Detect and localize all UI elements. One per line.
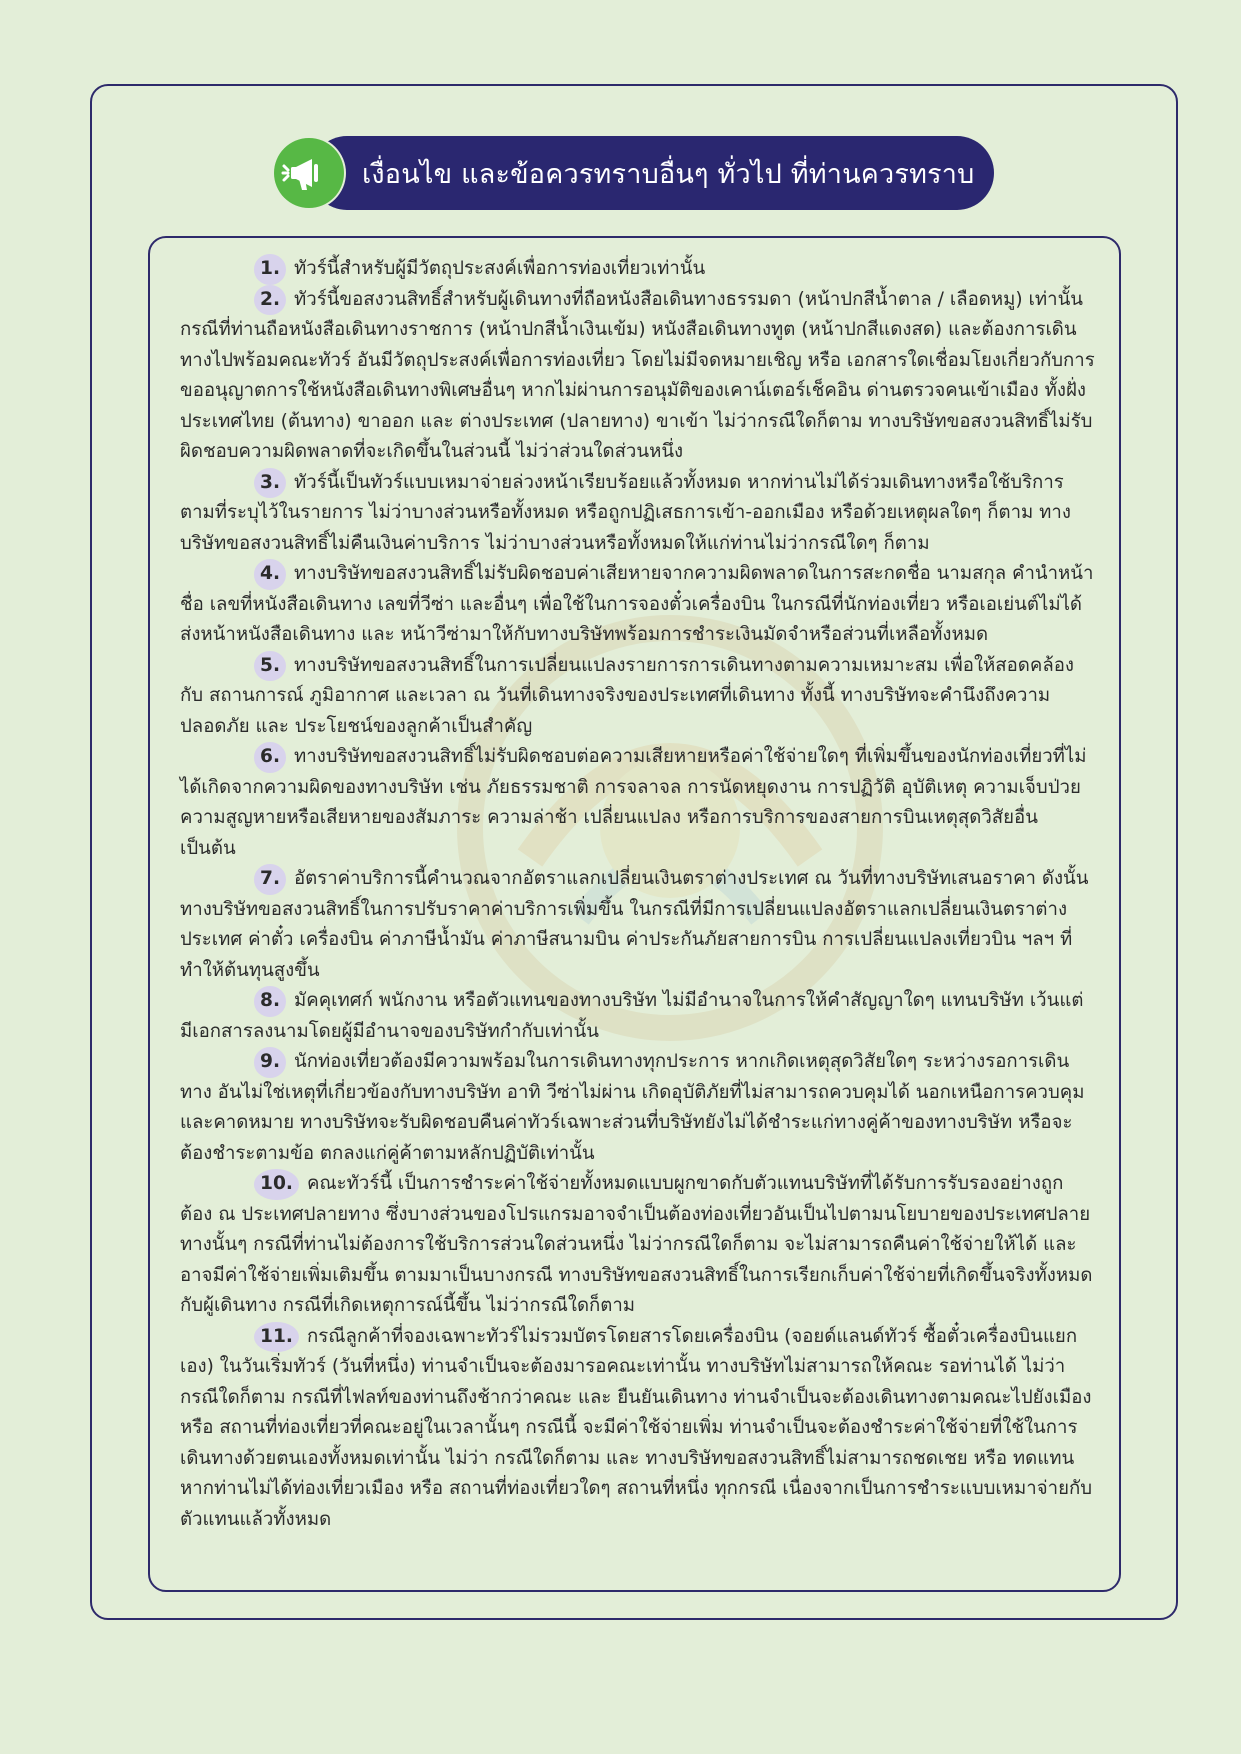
term-text: อัตราค่าบริการนี้คำนวณจากอัตราแลกเปลี่ยนเงินตราต่างประเทศ ณ วันที่ทางบริษัทเสนอราคา ดังนั้น ทางบริษัทขอสงวนสิทธิ์ในการปรับราคาค่าบริการเพิ่มขึ้น ในกรณีที่มีการเปลี่ยนแปลงอัตราแลกเปลี่ยนเงินตราต่างประเทศ ค่าตั๋ว เครื่องบิน ค่าภาษีน้ำมัน ค่าภาษีสนามบิน ค่าประกันภัยสายการบิน การเปลี่ยนแปลงเที่ยวบิน ฯลฯ ที่ทำให้ต้นทุนสูงขึ้น (180, 868, 1089, 981)
term-number: 11. (254, 1322, 299, 1353)
term-number: 5. (254, 651, 286, 682)
term-number: 2. (254, 285, 286, 316)
title-pill (310, 136, 994, 210)
term-item (180, 468, 1095, 560)
term-number: 1. (254, 254, 286, 285)
term-number: 7. (254, 864, 286, 895)
term-item (180, 1322, 1095, 1536)
term-number: 10. (254, 1169, 299, 1200)
term-item (180, 986, 1095, 1047)
term-text: มัคคุเทศก์ พนักงาน หรือตัวแทนของทางบริษัท ไม่มีอำนาจในการให้คำสัญญาใดๆ แทนบริษัท เว้นแต่มีเอกสารลงนามโดยผู้มีอำนาจของบริษัทกำกับเท่านั้น (180, 990, 1084, 1042)
term-number: 9. (254, 1047, 286, 1078)
term-item (180, 285, 1095, 468)
term-text: คณะทัวร์นี้ เป็นการชำระค่าใช้จ่ายทั้งหมดแบบผูกขาดกับตัวแทนบริษัทที่ได้รับการรับรองอย่างถูกต้อง ณ ประเทศปลายทาง ซึ่งบางส่วนของโปรแกรมอาจจำเป็นต้องท่องเที่ยวอันเป็นไปตามนโยบายของประเทศปลายทางนั้นๆ กรณีที่ท่านไม่ต้องการใช้บริการส่วนใดส่วนหนึ่ง ไม่ว่ากรณีใดก็ตาม จะไม่สามารถคืนค่าใช้จ่ายให้ได้ และ อาจมีค่าใช้จ่ายเพิ่มเติมขึ้น ตามมาเป็นบางกรณี ทางบริษัทขอสงวนสิทธิ์ในการเรียกเก็บค่าใช้จ่ายที่เกิดขึ้นจริงทั้งหมดกับผู้เดินทาง กรณีที่เกิดเหตุการณ์นี้ขึ้น ไม่ว่ากรณีใดก็ตาม (180, 1173, 1093, 1316)
term-text: ทัวร์นี้สำหรับผู้มีวัตถุประสงค์เพื่อการท่องเที่ยวเท่านั้น (294, 258, 706, 279)
megaphone-icon (274, 138, 344, 208)
term-text: ทางบริษัทขอสงวนสิทธิ์ไม่รับผิดชอบค่าเสียหายจากความผิดพลาดในการสะกดชื่อ นามสกุล คำนำหน้าชื่อ เลขที่หนังสือเดินทาง เลขที่วีซ่า และอื่นๆ เพื่อใช้ในการจองตั๋วเครื่องบิน ในกรณีที่นักท่องเที่ยว หรือเอเย่นต์ไม่ได้ส่งหน้าหนังสือเดินทาง และ หน้าวีซ่ามาให้กับทางบริษัทพร้อมการชำระเงินมัดจำหรือส่วนที่เหลือทั้งหมด (180, 563, 1094, 645)
term-number: 8. (254, 986, 286, 1017)
term-number: 4. (254, 559, 286, 590)
term-item (180, 559, 1095, 651)
term-text: ทางบริษัทขอสงวนสิทธิ์ไม่รับผิดชอบต่อความเสียหายหรือค่าใช้จ่ายใดๆ ที่เพิ่มขึ้นของนักท่องเที่ยวที่ไม่ได้เกิดจากความผิดของทางบริษัท เช่น ภัยธรรมชาติ การจลาจล การนัดหยุดงาน การปฏิวัติ อุบัติเหตุ ความเจ็บป่วย ความสูญหายหรือเสียหายของสัมภาระ ความล่าช้า เปลี่ยนแปลง หรือการบริการของสายการบินเหตุสุดวิสัยอื่น เป็นต้น (180, 746, 1087, 859)
term-text: ทัวร์นี้ขอสงวนสิทธิ์สำหรับผู้เดินทางที่ถือหนังสือเดินทางธรรมดา (หน้าปกสีน้ำตาล / เลือดหมู) เท่านั้น กรณีที่ท่านถือหนังสือเดินทางราชการ (หน้าปกสีน้ำเงินเข้ม) หนังสือเดินทางทูต (หน้าปกสีแดงสด) และต้องการเดินทางไปพร้อมคณะทัวร์ อันมีวัตถุประสงค์เพื่อการท่องเที่ยว โดยไม่มีจดหมายเชิญ หรือ เอกสารใดเชื่อมโยงเกี่ยวกับการขออนุญาตการใช้หนังสือเดินทางพิเศษอื่นๆ หากไม่ผ่านการอนุมัติของเคาน์เตอร์เช็คอิน ด่านตรวจคนเข้าเมือง ทั้งฝั่งประเทศไทย (ต้นทาง) ขาออก และ ต่างประเทศ (ปลายทาง) ขาเข้า ไม่ว่ากรณีใดก็ตาม ทางบริษัทขอสงวนสิทธิ์ไม่รับผิดชอบความผิดพลาดที่จะเกิดขึ้นในส่วนนี้ ไม่ว่าส่วนใดส่วนหนึ่ง (180, 288, 1095, 462)
term-item (180, 742, 1095, 864)
term-item (180, 1047, 1095, 1169)
term-item (180, 1169, 1095, 1322)
terms-list (180, 254, 1095, 1535)
term-item (180, 254, 1095, 285)
term-text: นักท่องเที่ยวต้องมีความพร้อมในการเดินทางทุกประการ หากเกิดเหตุสุดวิสัยใดๆ ระหว่างรอการเดินทาง อันไม่ใช่เหตุที่เกี่ยวข้องกับทางบริษัท อาทิ วีซ่าไม่ผ่าน เกิดอุบัติภัยที่ไม่สามารถควบคุมได้ นอกเหนือการควบคุมและคาดหมาย ทางบริษัทจะรับผิดชอบคืนค่าทัวร์เฉพาะส่วนที่บริษัทยังไม่ได้ชำระแก่ทางคู่ค้าของทางบริษัท หรือจะต้องชำระตามข้อ ตกลงแก่คู่ค้าตามหลักปฏิบัติเท่านั้น (180, 1051, 1085, 1164)
term-number: 6. (254, 742, 286, 773)
page-title: เงื่อนไข และข้อควรทราบอื่นๆ ทั่วไป ที่ท่านควรทราบ (362, 158, 975, 190)
title-banner (274, 134, 994, 214)
terms-box (148, 236, 1121, 1592)
term-text: กรณีลูกค้าที่จองเฉพาะทัวร์ไม่รวมบัตรโดยสารโดยเครื่องบิน (จอยด์แลนด์ทัวร์ ซื้อตั๋วเครื่องบินแยกเอง) ในวันเริ่มทัวร์ (วันที่หนึ่ง) ท่านจำเป็นจะต้องมารอคณะเท่านั้น ทางบริษัทไม่สามารถให้คณะ รอท่านได้ ไม่ว่ากรณีใดก็ตาม กรณีที่ไฟลท์ของท่านถึงช้ากว่าคณะ และ ยืนยันเดินทาง ท่านจำเป็นจะต้องเดินทางตามคณะไปยังเมือง หรือ สถานที่ท่องเที่ยวที่คณะอยู่ในเวลานั้นๆ กรณีนี้ จะมีค่าใช้จ่ายเพิ่ม ท่านจำเป็นจะต้องชำระค่าใช้จ่ายที่ใช้ในการเดินทางด้วยตนเองทั้งหมดเท่านั้น ไม่ว่า กรณีใดก็ตาม และ ทางบริษัทขอสงวนสิทธิ์ไม่สามารถชดเชย หรือ ทดแทน หากท่านไม่ได้ท่องเที่ยวเมือง หรือ สถานที่ท่องเที่ยวใดๆ สถานที่หนึ่ง ทุกกรณี เนื่องจากเป็นการชำระแบบเหมาจ่ายกับตัวแทนแล้วทั้งหมด (180, 1325, 1093, 1530)
term-text: ทัวร์นี้เป็นทัวร์แบบเหมาจ่ายล่วงหน้าเรียบร้อยแล้วทั้งหมด หากท่านไม่ได้ร่วมเดินทางหรือใช้บริการตามที่ระบุไว้ในรายการ ไม่ว่าบางส่วนหรือทั้งหมด หรือถูกปฏิเสธการเข้า-ออกเมือง หรือด้วยเหตุผลใดๆ ก็ตาม ทางบริษัทขอสงวนสิทธิ์ไม่คืนเงินค่าบริการ ไม่ว่าบางส่วนหรือทั้งหมดให้แก่ท่านไม่ว่ากรณีใดๆ ก็ตาม (180, 471, 1071, 554)
term-number: 3. (254, 468, 286, 499)
term-item (180, 864, 1095, 986)
term-item (180, 651, 1095, 743)
term-text: ทางบริษัทขอสงวนสิทธิ์ในการเปลี่ยนแปลงรายการการเดินทางตามความเหมาะสม เพื่อให้สอดคล้องกับ สถานการณ์ ภูมิอากาศ และเวลา ณ วันที่เดินทางจริงของประเทศที่เดินทาง ทั้งนี้ ทางบริษัทจะคำนึงถึงความปลอดภัย และ ประโยชน์ของลูกค้าเป็นสำคัญ (180, 654, 1074, 737)
